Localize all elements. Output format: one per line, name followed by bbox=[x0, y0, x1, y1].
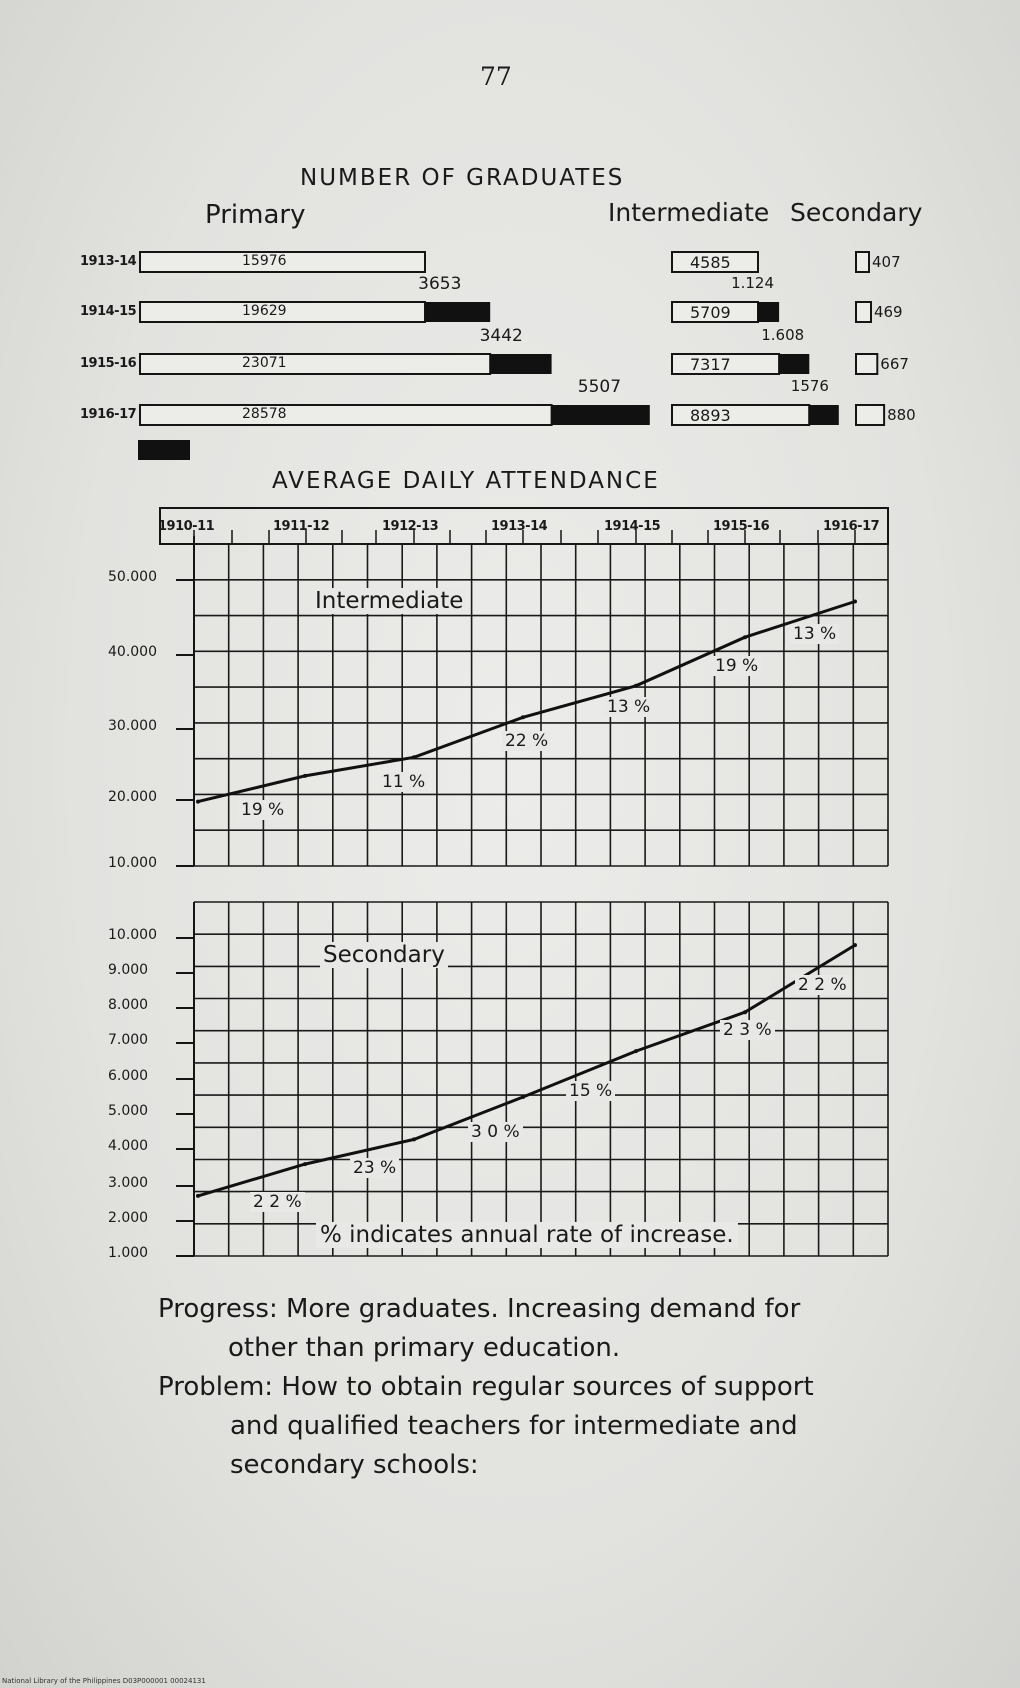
year-label: 1916-17 bbox=[80, 407, 137, 422]
intermediate-rate-label: 13 % bbox=[790, 624, 839, 644]
intermediate-y-tick-label: 50.000 bbox=[108, 569, 157, 585]
intermediate-y-tick-label: 40.000 bbox=[108, 644, 157, 660]
secondary-y-tick-label: 7.000 bbox=[108, 1032, 149, 1048]
secondary-rate-label: 15 % bbox=[566, 1081, 615, 1101]
primary-value: 28578 bbox=[242, 406, 287, 422]
year-label: 1915-16 bbox=[80, 356, 137, 371]
intermediate-y-tick-label: 10.000 bbox=[108, 855, 157, 871]
notes-block bbox=[158, 1290, 814, 1485]
secondary-value: 880 bbox=[887, 406, 916, 424]
secondary-y-tick-label: 10.000 bbox=[108, 927, 157, 943]
secondary-y-tick-label: 9.000 bbox=[108, 962, 149, 978]
year-header-label: 1915-16 bbox=[713, 519, 770, 534]
intermediate-rate-label: 22 % bbox=[502, 731, 551, 751]
secondary-value: 667 bbox=[880, 355, 909, 373]
secondary-y-tick-label: 8.000 bbox=[108, 997, 149, 1013]
problem-note-continued: and qualified teachers for intermediate and bbox=[230, 1411, 798, 1441]
year-header-label: 1910-11 bbox=[158, 519, 215, 534]
intermediate-header: Intermediate bbox=[608, 198, 770, 227]
attendance-title: AVERAGE DAILY ATTENDANCE bbox=[272, 468, 660, 494]
year-header-label: 1913-14 bbox=[491, 519, 548, 534]
primary-increase-label: 3442 bbox=[479, 326, 523, 346]
secondary-y-tick-label: 2.000 bbox=[108, 1210, 149, 1226]
primary-value: 19629 bbox=[242, 303, 287, 319]
secondary-rate-label: 2 2 % bbox=[795, 975, 850, 995]
secondary-rate-label: 23 % bbox=[350, 1158, 399, 1178]
secondary-value: 407 bbox=[872, 253, 901, 271]
primary-value: 15976 bbox=[242, 253, 287, 269]
intermediate-rate-label: 11 % bbox=[379, 772, 428, 792]
primary-increase-label: 5507 bbox=[577, 377, 622, 397]
intermediate-increase-label: 1.608 bbox=[761, 326, 805, 344]
page-number: 77 bbox=[480, 62, 512, 91]
progress-note-continued: other than primary education. bbox=[228, 1333, 621, 1363]
primary-value: 23071 bbox=[242, 355, 287, 371]
secondary-y-tick-label: 1.000 bbox=[108, 1245, 149, 1261]
intermediate-rate-label: 13 % bbox=[604, 697, 653, 717]
secondary-y-tick-label: 5.000 bbox=[108, 1103, 149, 1119]
year-label: 1913-14 bbox=[80, 254, 137, 269]
intermediate-value: 7317 bbox=[690, 355, 731, 374]
intermediate-value: 4585 bbox=[690, 253, 731, 272]
secondary-rate-label: 3 0 % bbox=[468, 1122, 523, 1142]
primary-header: Primary bbox=[205, 200, 306, 230]
intermediate-increase-label: 1576 bbox=[790, 377, 829, 395]
secondary-y-tick-label: 3.000 bbox=[108, 1175, 149, 1191]
secondary-rate-label: 2 2 % bbox=[250, 1192, 305, 1212]
secondary-y-tick-label: 6.000 bbox=[108, 1068, 149, 1084]
year-header-label: 1911-12 bbox=[273, 519, 330, 534]
library-footer: National Library of the Philippines D03P000001 00024131 bbox=[2, 1677, 206, 1685]
secondary-value: 469 bbox=[873, 303, 903, 321]
progress-note: Progress: More graduates. Increasing demand for bbox=[158, 1294, 801, 1324]
intermediate-rate-label: 19 % bbox=[238, 800, 287, 820]
primary-increase-label: 3653 bbox=[418, 274, 462, 294]
graduates-title: NUMBER OF GRADUATES bbox=[300, 165, 625, 191]
intermediate-series-label: Intermediate bbox=[312, 588, 466, 614]
secondary-header: Secondary bbox=[790, 198, 923, 227]
year-header-label: 1912-13 bbox=[382, 519, 439, 534]
year-header-label: 1916-17 bbox=[823, 519, 880, 534]
intermediate-increase-label: 1.124 bbox=[731, 274, 775, 292]
secondary-y-tick-label: 4.000 bbox=[108, 1138, 149, 1154]
year-label: 1914-15 bbox=[80, 304, 137, 319]
intermediate-value: 8893 bbox=[690, 406, 731, 425]
secondary-rate-label: 2 3 % bbox=[720, 1020, 775, 1040]
problem-note: Problem: How to obtain regular sources of support bbox=[158, 1372, 814, 1402]
problem-note-end: secondary schools: bbox=[230, 1450, 479, 1480]
chart-caption: % indicates annual rate of increase. bbox=[316, 1222, 738, 1248]
intermediate-y-tick-label: 20.000 bbox=[108, 789, 157, 805]
secondary-series-label: Secondary bbox=[320, 942, 448, 968]
intermediate-value: 5709 bbox=[690, 303, 731, 322]
intermediate-y-tick-label: 30.000 bbox=[108, 718, 157, 734]
intermediate-rate-label: 19 % bbox=[712, 656, 761, 676]
year-header-label: 1914-15 bbox=[604, 519, 661, 534]
